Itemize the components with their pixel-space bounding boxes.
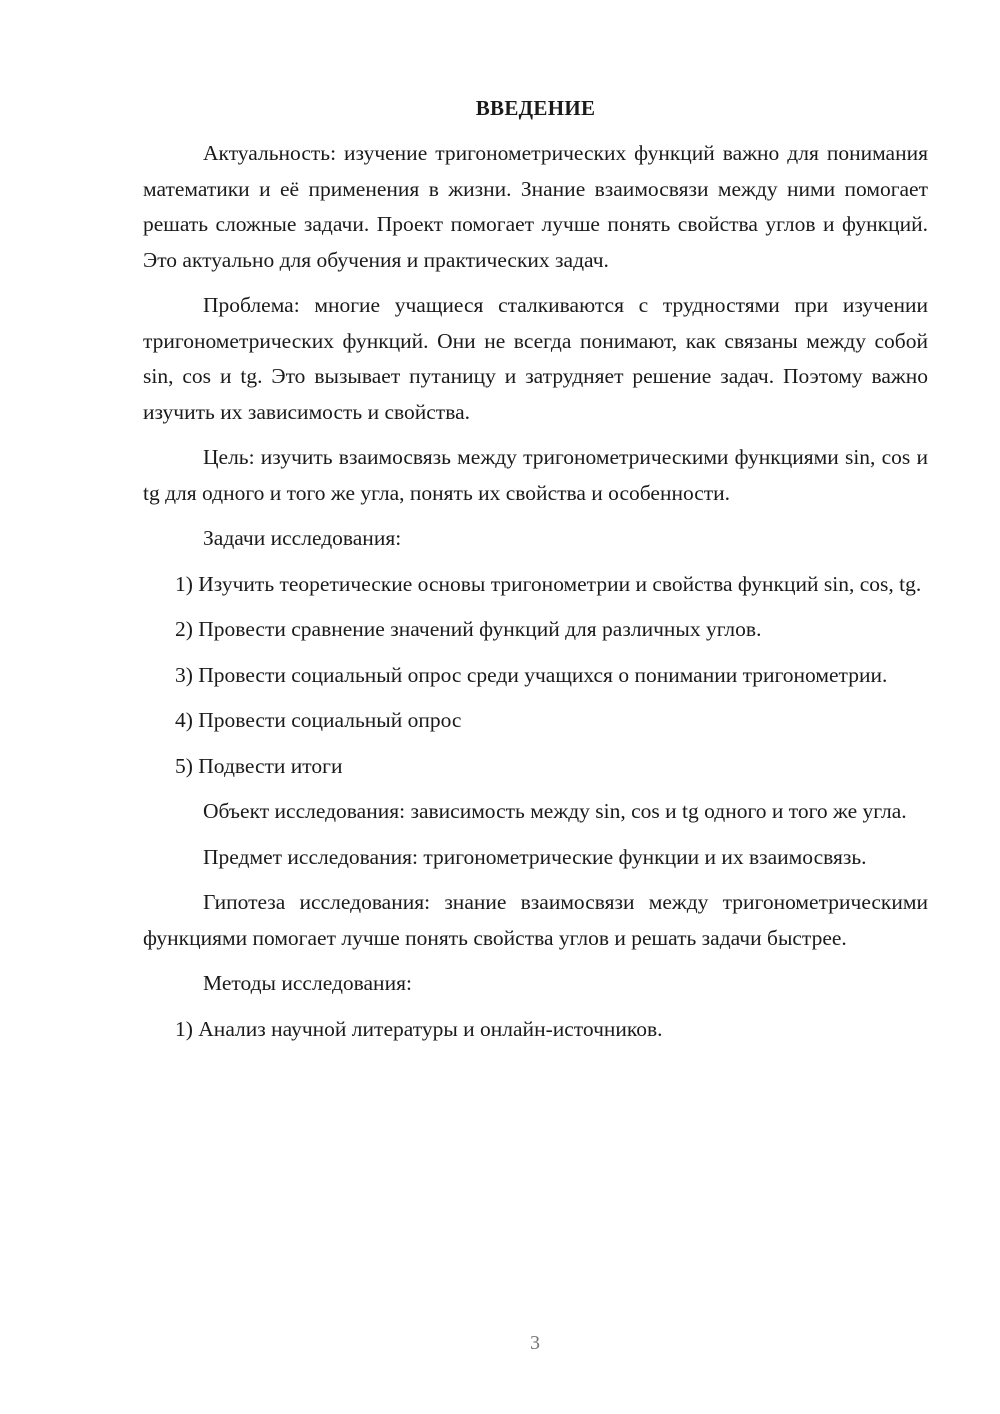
- list-item-task-5: 5) Подвести итоги: [175, 753, 343, 778]
- list-item-task-2: 2) Провести сравнение значений функций для различных углов.: [175, 617, 762, 641]
- paragraph-relevance: Актуальность: изучение тригонометрических функций важно для понимания математики и её применения в жизни. Знание взаимосвязи между ними помогает решать сложные задачи. Проект помогает лучше понять свойства углов и функций. Это актуально для обучения и практических задач.: [143, 141, 928, 272]
- list-item-method-1: 1) Анализ научной литературы и онлайн-источников.: [175, 1016, 663, 1041]
- list-item-task-4: 4) Провести социальный опрос: [175, 708, 462, 732]
- paragraph-goal: Цель: изучить взаимосвязь между тригонометрическими функциями sin, cos и tg для одного и того же угла, понять их свойства и особенности.: [143, 445, 928, 505]
- paragraph-subject: Предмет исследования: тригонометрические функции и их взаимосвязь.: [203, 844, 867, 869]
- document-page: [143, 90, 928, 1057]
- paragraph-methods-heading: Методы исследования:: [203, 971, 412, 995]
- paragraph-object: Объект исследования: зависимость между sin, cos и tg одного и того же угла.: [203, 799, 907, 823]
- paragraph-tasks-heading: Задачи исследования:: [203, 526, 402, 550]
- paragraph-hypothesis: Гипотеза исследования: знание взаимосвязи между тригонометрическими функциями помогает лучше понять свойства углов и решать задачи быстрее.: [143, 890, 928, 950]
- section-heading: ВВЕДЕНИЕ: [475, 96, 596, 120]
- list-item-task-1: 1) Изучить теоретические основы тригонометрии и свойства функций sin, cos, tg.: [175, 571, 922, 596]
- list-item-task-3: 3) Провести социальный опрос среди учащихся о понимании тригонометрии.: [175, 662, 888, 687]
- paragraph-problem: Проблема: многие учащиеся сталкиваются с трудностями при изучении тригонометрических функций. Они не всегда понимают, как связаны между собой sin, cos и tg. Это вызывает путаницу и затрудняет решение задач. Поэтому важно изучить их зависимость и свойства.: [143, 293, 928, 424]
- page-number: 3: [530, 1332, 540, 1354]
